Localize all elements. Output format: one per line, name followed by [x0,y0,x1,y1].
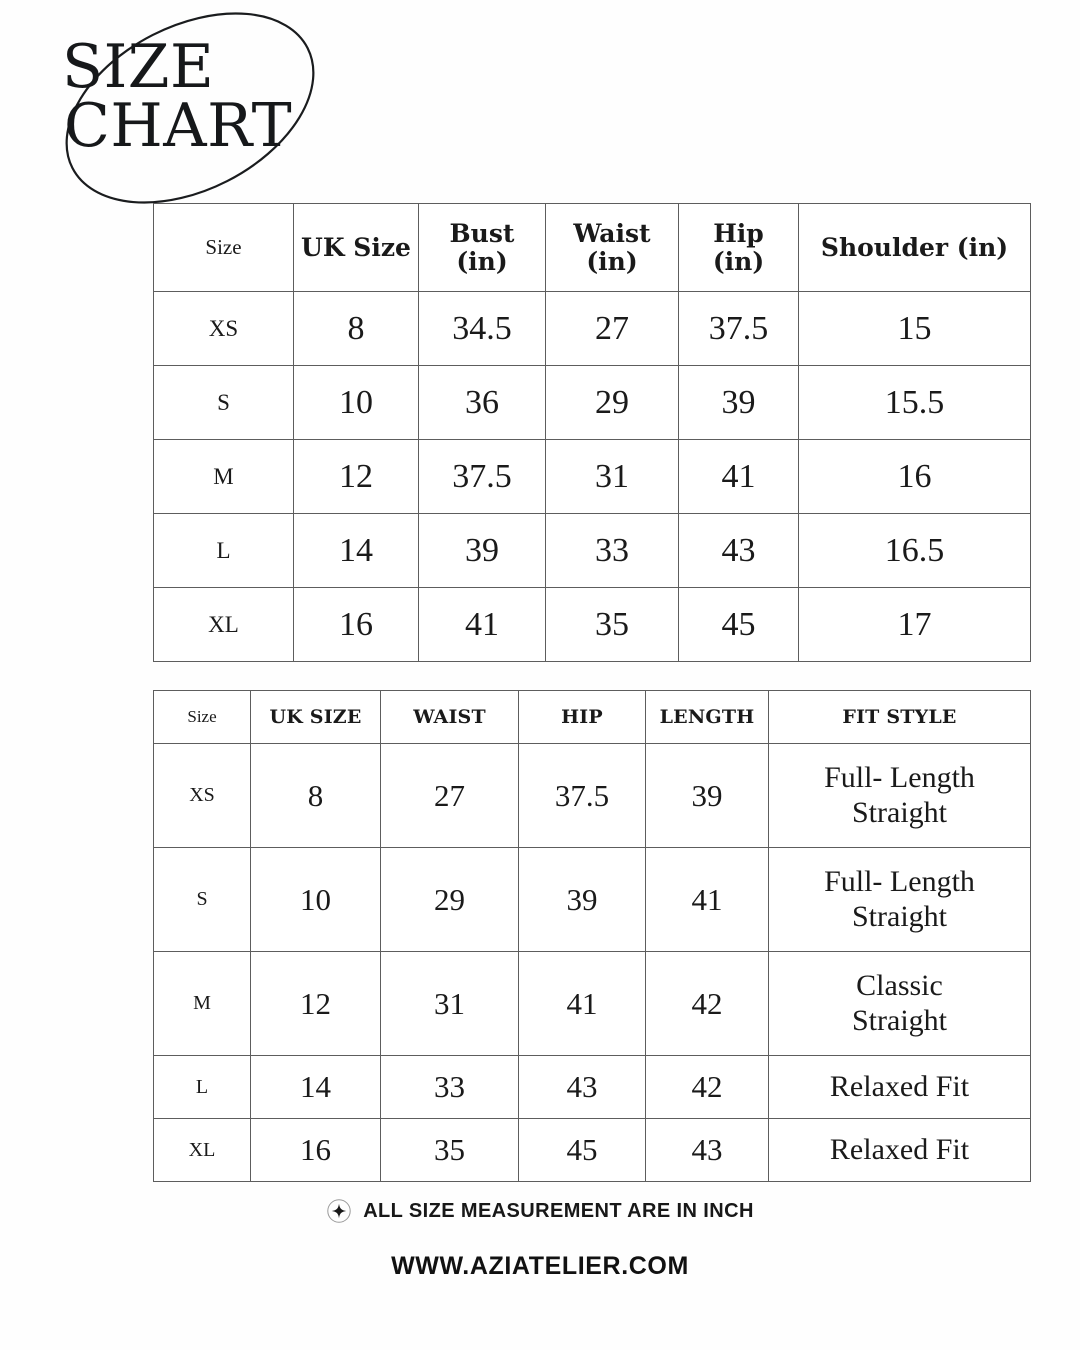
cell-fit-style [769,952,1031,1056]
header-hip [679,204,799,292]
cell-size: XS [154,292,294,366]
title-line-2: CHART [64,90,293,161]
header-size: Size [154,204,294,292]
cell-fit-style [769,848,1031,952]
table-row [154,848,1031,952]
cell-fit-style: Relaxed Fit [769,1056,1031,1119]
header-bust-line2: (in) [456,246,508,276]
cell-hip: 45 [679,588,799,662]
sparkle-in-circle-icon [326,1198,352,1224]
table-row [154,514,1031,588]
table-row [154,366,1031,440]
cell-length: 39 [646,744,769,848]
cell-waist: 31 [381,952,519,1056]
table-row [154,744,1031,848]
table-row [154,1119,1031,1182]
cell-size: L [154,514,294,588]
cell-waist: 31 [546,440,679,514]
title-block [38,8,338,208]
cell-bust: 41 [419,588,546,662]
cell-shoulder: 16 [799,440,1031,514]
cell-shoulder: 15.5 [799,366,1031,440]
cell-hip: 41 [519,952,646,1056]
cell-size: M [154,440,294,514]
cell-uk-size: 8 [294,292,419,366]
title-line-1: SIZE [62,32,215,102]
measurement-note [0,1198,1080,1224]
cell-size: XS [154,744,251,848]
cell-hip: 37.5 [679,292,799,366]
cell-size: S [154,848,251,952]
cell-uk-size: 12 [294,440,419,514]
cell-hip: 45 [519,1119,646,1182]
cell-hip: 43 [519,1056,646,1119]
top-measurements-table [153,203,1031,662]
fit-style-line2: Straight [852,899,947,933]
measurement-note-text: ALL SIZE MEASUREMENT ARE IN INCH [363,1199,754,1222]
cell-uk-size: 8 [251,744,381,848]
cell-uk-size: 10 [251,848,381,952]
cell-hip: 41 [679,440,799,514]
cell-fit-style: Relaxed Fit [769,1119,1031,1182]
cell-uk-size: 12 [251,952,381,1056]
header-bust-line1: Bust [449,218,515,248]
fit-style-line2: Straight [852,795,947,829]
header-waist: WAIST [381,691,519,744]
page-title [62,32,293,161]
cell-bust: 37.5 [419,440,546,514]
table-row [154,952,1031,1056]
cell-uk-size: 10 [294,366,419,440]
cell-size: S [154,366,294,440]
cell-size: L [154,1056,251,1119]
header-waist-line2: (in) [586,246,638,276]
footer [0,1198,1080,1281]
bottom-measurements-table [153,690,1031,1182]
cell-waist: 27 [546,292,679,366]
cell-hip: 37.5 [519,744,646,848]
header-length: LENGTH [646,691,769,744]
cell-length: 43 [646,1119,769,1182]
cell-hip: 39 [519,848,646,952]
cell-waist: 33 [381,1056,519,1119]
cell-size: M [154,952,251,1056]
cell-bust: 34.5 [419,292,546,366]
cell-bust: 36 [419,366,546,440]
header-bust [419,204,546,292]
cell-waist: 33 [546,514,679,588]
cell-uk-size: 16 [294,588,419,662]
table-row [154,292,1031,366]
fit-style-line1: Classic [856,968,943,1002]
cell-shoulder: 16.5 [799,514,1031,588]
header-hip-line1: Hip [713,218,764,248]
header-shoulder: Shoulder (in) [799,204,1031,292]
header-waist-line1: Waist [573,218,651,248]
cell-uk-size: 14 [294,514,419,588]
table-one-header-row [154,204,1031,292]
table-two-header-row [154,691,1031,744]
header-waist [546,204,679,292]
cell-waist: 29 [381,848,519,952]
cell-hip: 39 [679,366,799,440]
cell-shoulder: 17 [799,588,1031,662]
cell-length: 42 [646,952,769,1056]
fit-style-line1: Full- Length [824,760,975,794]
header-hip: HIP [519,691,646,744]
header-hip-line2: (in) [712,246,765,276]
cell-length: 41 [646,848,769,952]
cell-waist: 27 [381,744,519,848]
cell-waist: 29 [546,366,679,440]
cell-bust: 39 [419,514,546,588]
header-uk-size: UK Size [294,204,419,292]
table-row [154,588,1031,662]
website-url: WWW.AZIATELIER.COM [391,1252,689,1280]
cell-waist: 35 [381,1119,519,1182]
cell-size: XL [154,1119,251,1182]
cell-length: 42 [646,1056,769,1119]
cell-uk-size: 16 [251,1119,381,1182]
table-row [154,440,1031,514]
fit-style-line2: Straight [852,1003,947,1037]
cell-waist: 35 [546,588,679,662]
cell-shoulder: 15 [799,292,1031,366]
cell-uk-size: 14 [251,1056,381,1119]
fit-style-line1: Full- Length [824,864,975,898]
header-size: Size [154,691,251,744]
table-row [154,1056,1031,1119]
cell-hip: 43 [679,514,799,588]
header-uk-size: UK SIZE [251,691,381,744]
header-fit-style: FIT STYLE [769,691,1031,744]
cell-fit-style [769,744,1031,848]
cell-size: XL [154,588,294,662]
